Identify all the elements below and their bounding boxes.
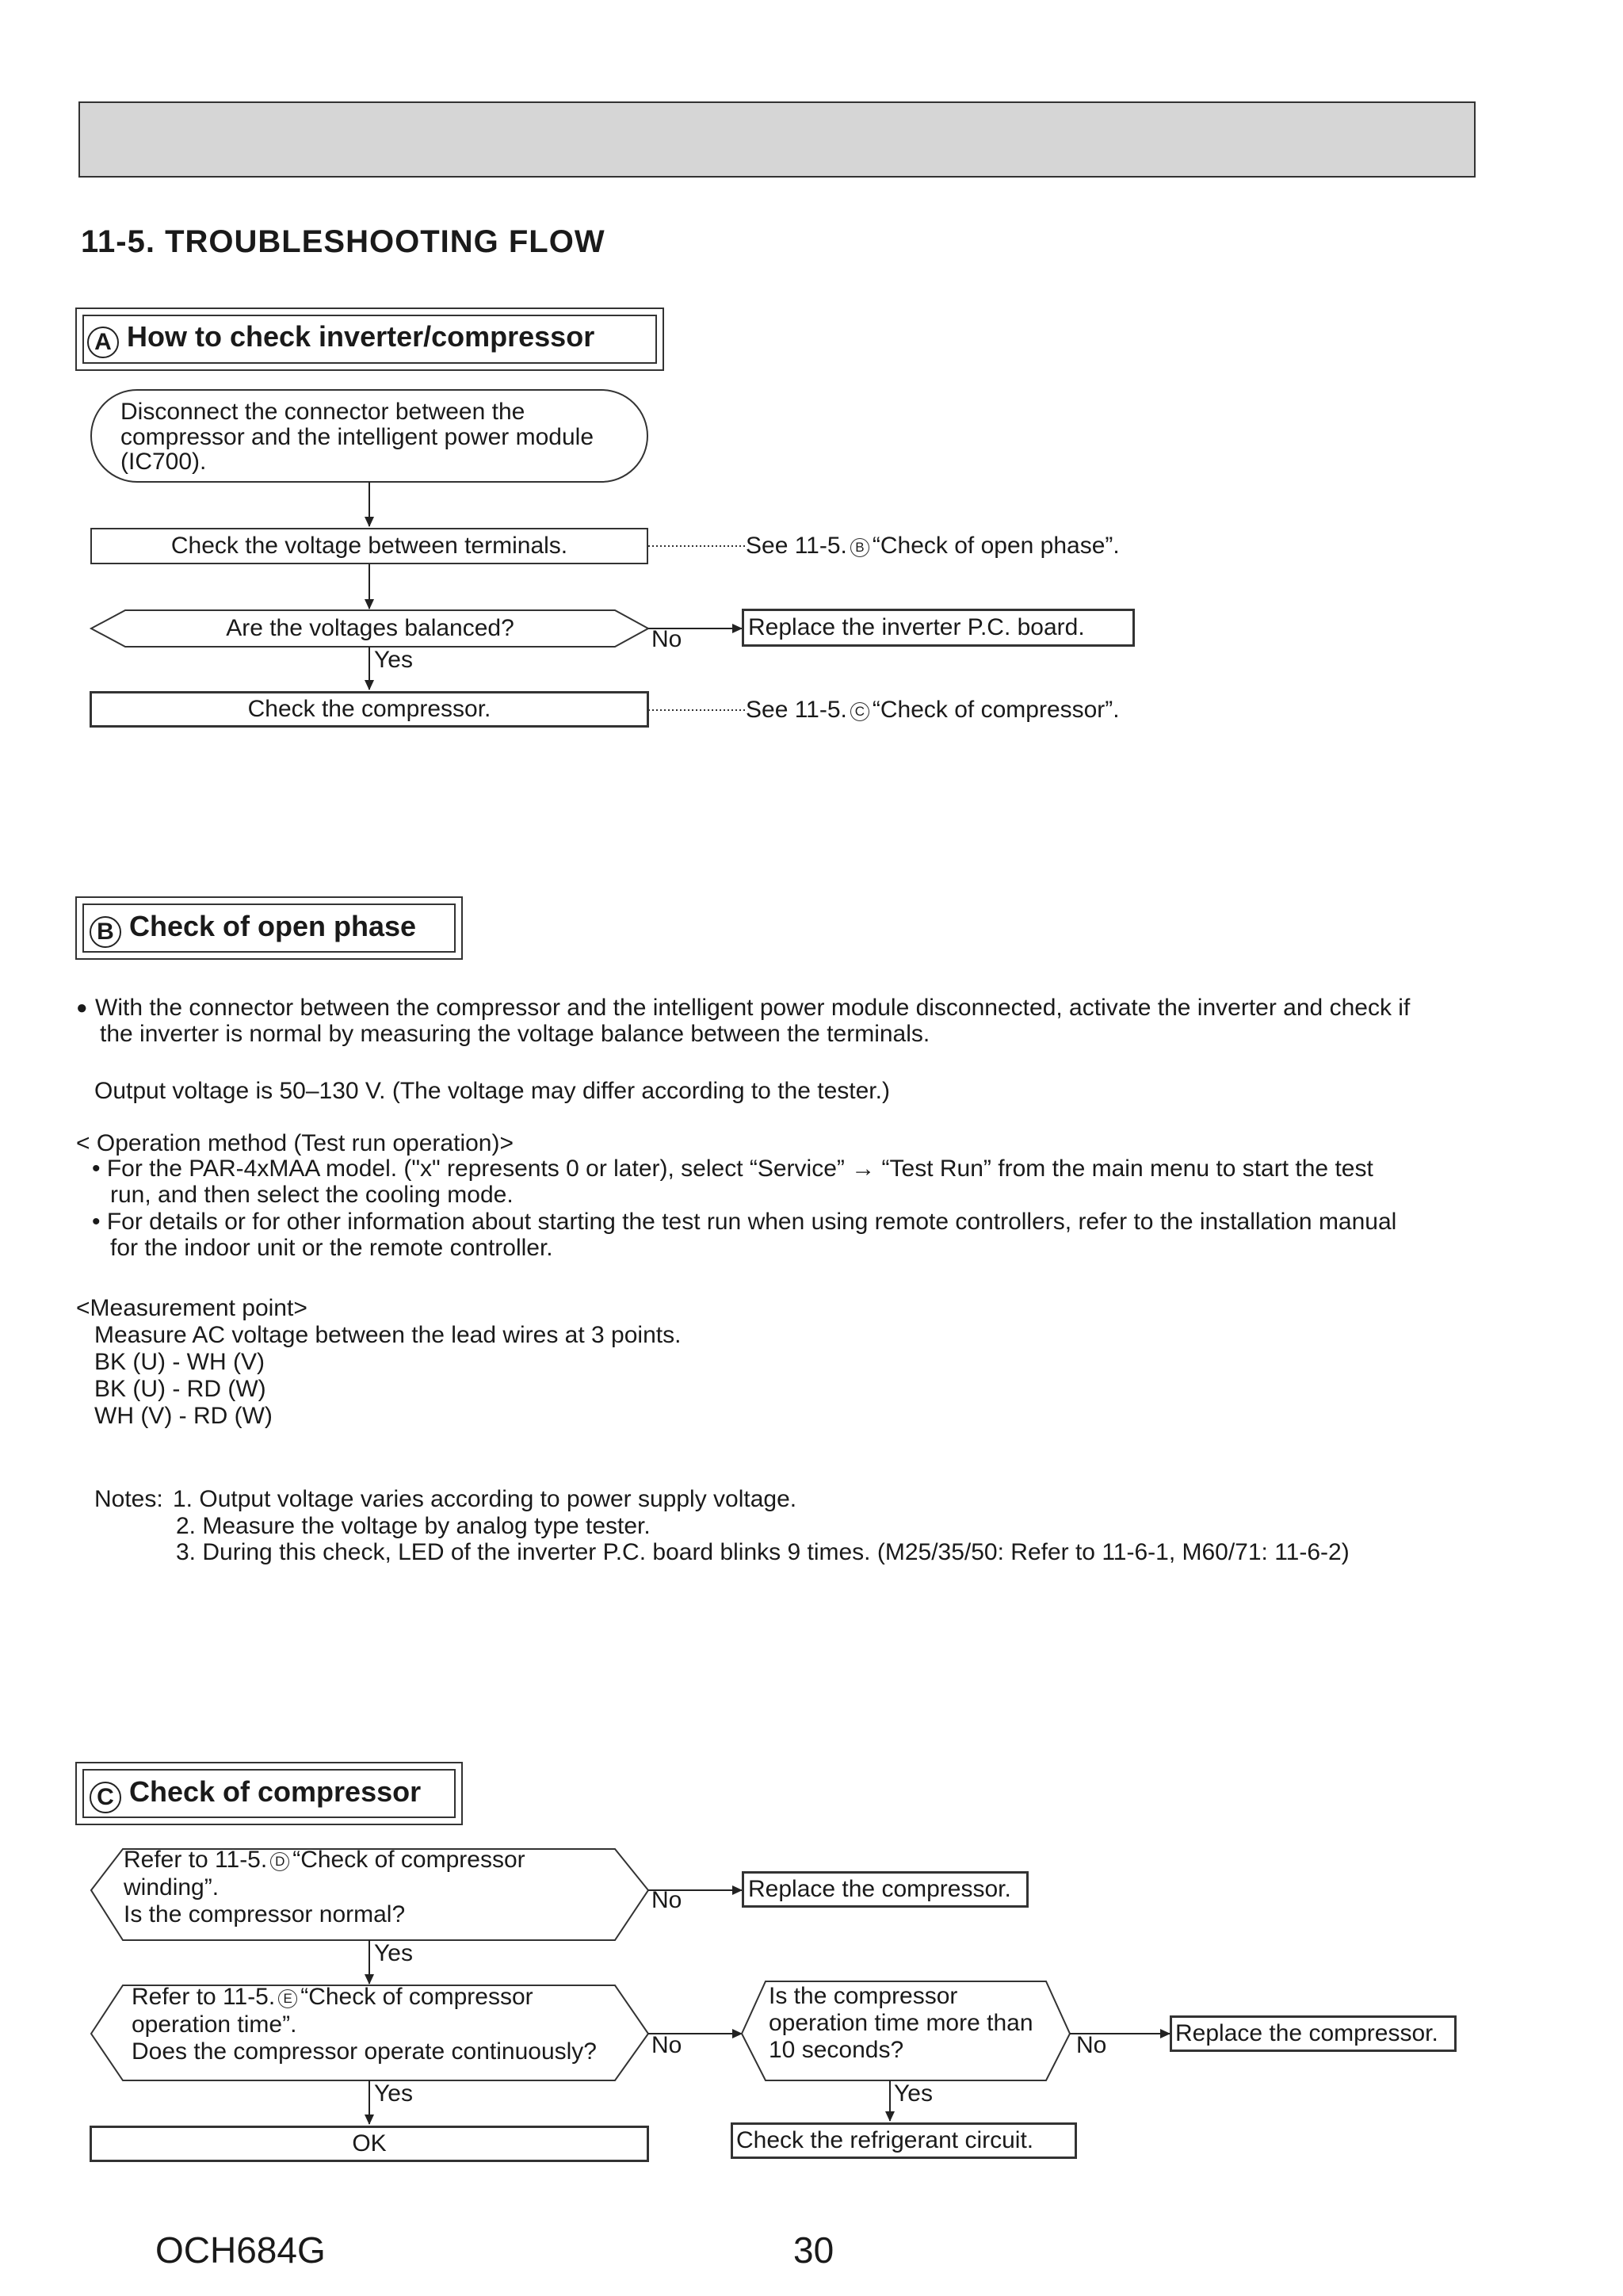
- footer-model: OCH684G: [155, 2229, 326, 2271]
- b-op-line1: • For the PAR-4xMAA model. ("x" represents 0 or later), select “Service” → “Test Run” from the main menu to start the test: [92, 1156, 1373, 1182]
- b-measure-line4: WH (V) - RD (W): [94, 1403, 273, 1429]
- a-yes-label: Yes: [374, 647, 413, 673]
- b-output-voltage: Output voltage is 50–130 V. (The voltage may differ according to the tester.): [94, 1078, 890, 1104]
- c-d1-no-label: No: [651, 1887, 682, 1913]
- c-d2-line2: operation time”.: [132, 2011, 297, 2038]
- c-d2-no-label: No: [651, 2032, 682, 2058]
- c-d1-line3: Is the compressor normal?: [124, 1901, 406, 1927]
- section-b-title: B Check of open phase: [90, 910, 416, 948]
- ref-letter-c-icon: C: [850, 702, 869, 721]
- a-step2-ref: See 11-5. C “Check of compressor”.: [746, 697, 1120, 723]
- c-d1-yes-label: Yes: [374, 1940, 413, 1966]
- b-op-line3: • For details or for other information about starting the test run when using remote controllers, refer to the installation manual: [92, 1209, 1397, 1235]
- b-para1-line1: With the connector between the compressor and the intelligent power module disconnected, activate the inverter and check if: [95, 995, 1411, 1021]
- footer-page-number: 30: [793, 2229, 834, 2271]
- c-d3-yes-label: Yes: [894, 2080, 933, 2107]
- ref-letter-e-icon: E: [278, 1989, 297, 2008]
- ref-letter-b-icon: B: [850, 538, 869, 557]
- c-d1-no-action-text: Replace the compressor.: [748, 1876, 1011, 1902]
- c-d3-line3: 10 seconds?: [769, 2037, 904, 2063]
- c-d2-yes-label: Yes: [374, 2080, 413, 2107]
- section-a-letter: A: [87, 327, 119, 358]
- c-d3-yes-action-text: Check the refrigerant circuit.: [736, 2127, 1034, 2153]
- b-note1: 1. Output voltage varies according to power supply voltage.: [173, 1486, 797, 1512]
- a-step1-ref: See 11-5. B “Check of open phase”.: [746, 533, 1120, 559]
- a-no-action-text: Replace the inverter P.C. board.: [748, 614, 1085, 640]
- b-para1-line2: the inverter is normal by measuring the voltage balance between the terminals.: [100, 1021, 930, 1047]
- b-measure-line3: BK (U) - RD (W): [94, 1376, 266, 1402]
- c-d1-line1: Refer to 11-5. D “Check of compressor: [124, 1847, 525, 1873]
- a-start-line3: (IC700).: [120, 449, 207, 475]
- section-b-letter: B: [90, 916, 121, 948]
- a-no-label: No: [651, 626, 682, 652]
- c-d3-line2: operation time more than: [769, 2010, 1033, 2036]
- b-measure-line2: BK (U) - WH (V): [94, 1349, 265, 1375]
- c-d3-no-action-text: Replace the compressor.: [1175, 2020, 1438, 2046]
- section-c-letter: C: [90, 1782, 121, 1813]
- a-start-line1: Disconnect the connector between the: [120, 399, 525, 425]
- c-d3-line1: Is the compressor: [769, 1983, 958, 2009]
- ref-letter-d-icon: D: [270, 1852, 289, 1871]
- b-op-line2: run, and then select the cooling mode.: [110, 1182, 514, 1208]
- section-a-title: A How to check inverter/compressor: [87, 320, 594, 358]
- b-measure-line1: Measure AC voltage between the lead wires at 3 points.: [94, 1322, 682, 1348]
- b-note3: 3. During this check, LED of the inverter P.C. board blinks 9 times. (M25/35/50: Refer to 11-6-1, M60/71: 11-6-2): [176, 1539, 1350, 1565]
- b-notes-label: Notes:: [94, 1486, 163, 1512]
- a-step2-text: Check the compressor.: [247, 696, 491, 722]
- b-note2: 2. Measure the voltage by analog type tester.: [176, 1513, 651, 1539]
- c-d1-line2: winding”.: [124, 1874, 220, 1901]
- a-step1-text: Check the voltage between terminals.: [170, 533, 568, 559]
- b-operation-header: < Operation method (Test run operation)>: [76, 1130, 514, 1156]
- a-start-line2: compressor and the intelligent power module: [120, 424, 594, 450]
- b-bullet: ●: [76, 997, 88, 1018]
- a-decision-text: Are the voltages balanced?: [226, 615, 514, 641]
- section-c-title: C Check of compressor: [90, 1775, 421, 1813]
- b-op-line4: for the indoor unit or the remote controller.: [110, 1235, 553, 1261]
- c-d2-line3: Does the compressor operate continuously?: [132, 2038, 597, 2065]
- c-ok-text: OK: [352, 2130, 387, 2157]
- b-measure-header: <Measurement point>: [76, 1295, 307, 1321]
- section-title: 11-5. TROUBLESHOOTING FLOW: [81, 224, 605, 259]
- c-d2-line1: Refer to 11-5. E “Check of compressor: [132, 1984, 533, 2010]
- c-d3-no-label: No: [1076, 2032, 1107, 2058]
